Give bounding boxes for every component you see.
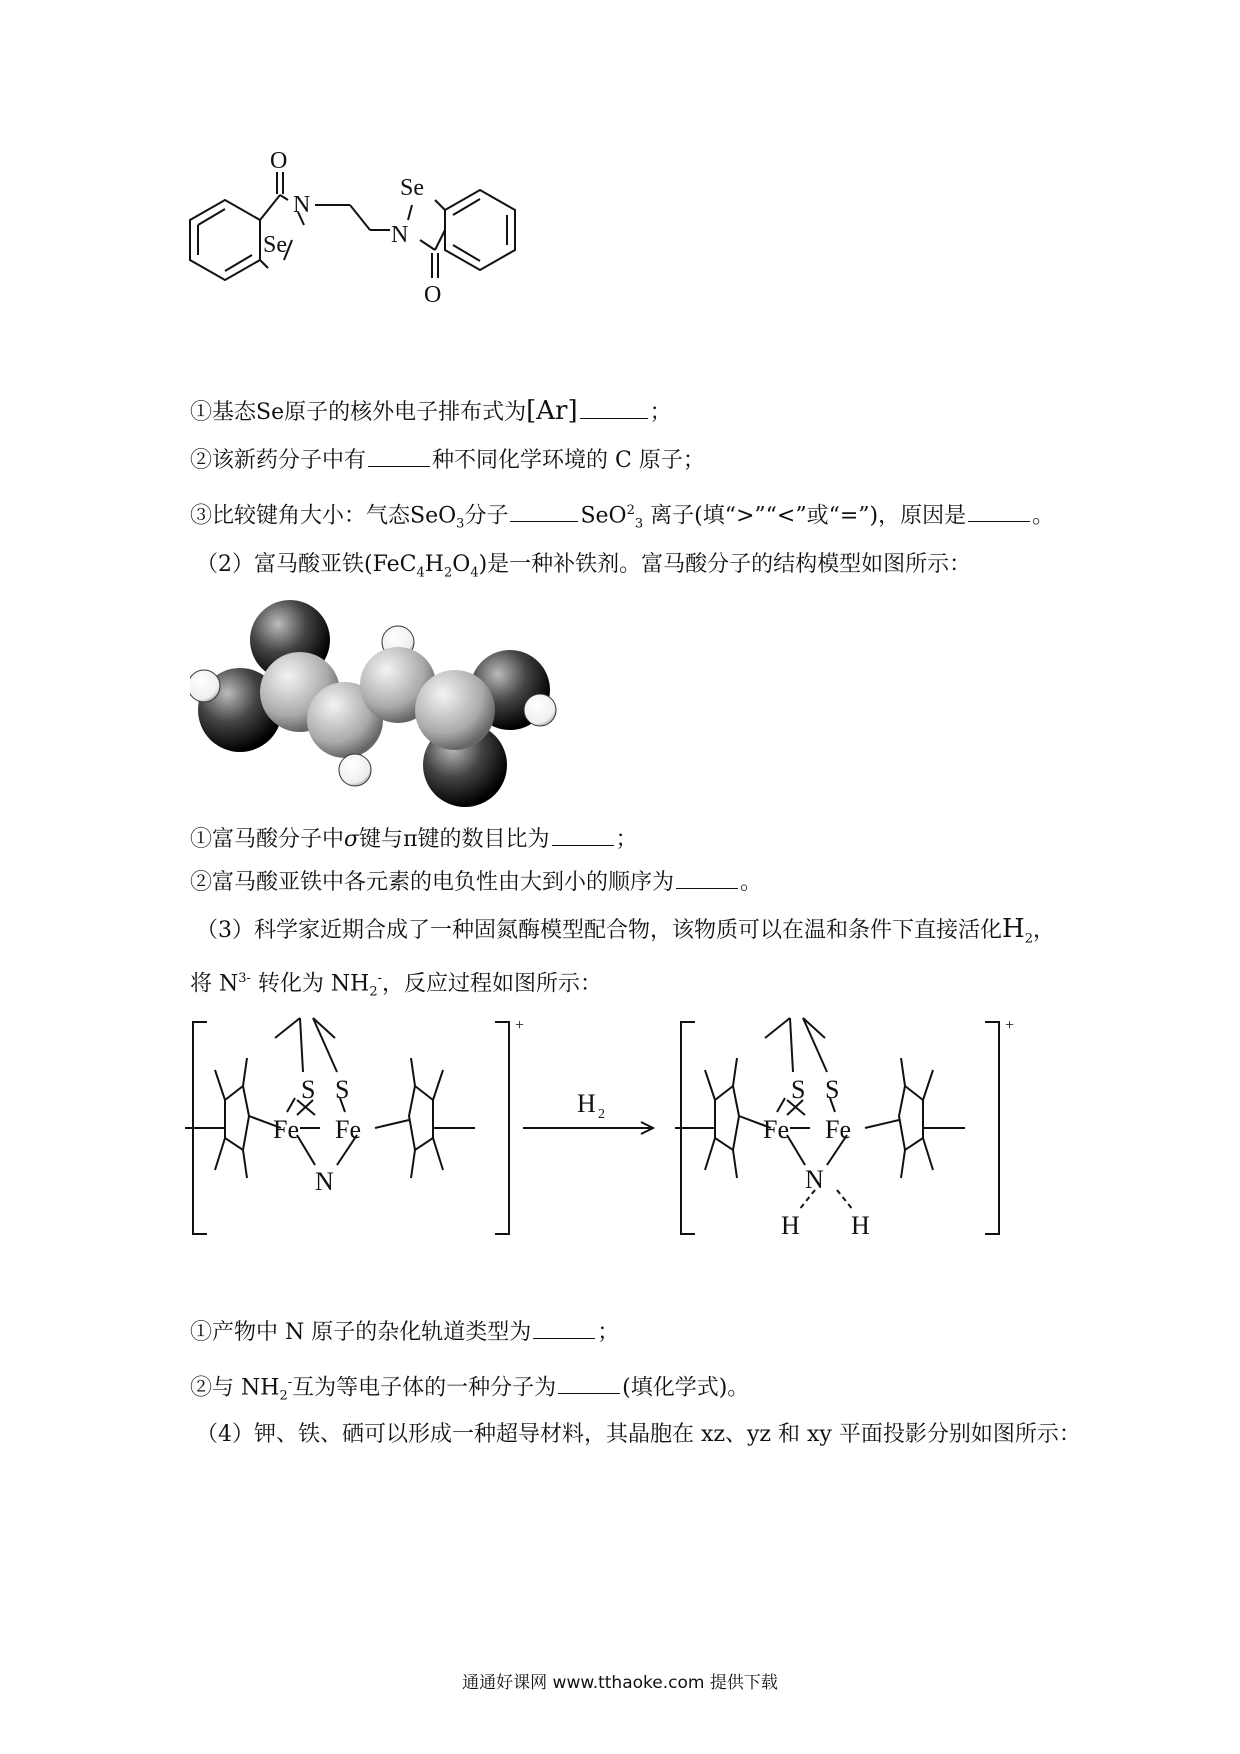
hydrogen-atom: [339, 754, 371, 786]
q1-item3: ③比较键角大小：气态SeO$_3$分子 SeO$^2_3$ 离子(填“>”“<”或“=”)，原因是 。: [190, 503, 1055, 532]
fumaric-acid-model: [190, 590, 570, 820]
atom-o-top: O: [270, 150, 288, 174]
answer-blank[interactable]: [580, 418, 648, 419]
molecule-structure-figure: [180, 150, 600, 340]
arrow-label-h2: H: [577, 1089, 596, 1118]
q3-intro-line1: （3）科学家近期合成了一种固氮酶模型配合物，该物质可以在温和条件下直接活化$H_2$，: [196, 914, 1055, 947]
hydrogen-atom: [190, 670, 220, 702]
atom-fe: Fe: [763, 1115, 789, 1144]
q3-item2: ②与 $NH_2^-$互为等电子体的一种分子为 (填化学式)。: [190, 1375, 750, 1404]
q1-item2: ②该新药分子中有 种不同化学环境的 C 原子；: [190, 448, 705, 473]
atom-se-right: Se: [400, 175, 424, 201]
atom-se-left: Se: [263, 232, 287, 258]
hydrogen-atom: [524, 694, 556, 726]
atom-s: S: [791, 1075, 806, 1104]
atom-fe: Fe: [273, 1115, 299, 1144]
carbon-atom: [415, 670, 495, 750]
q2-item1: ①富马酸分子中σ键与π键的数目比为 ；: [190, 827, 638, 852]
atom-s: S: [825, 1075, 840, 1104]
atom-n: N: [805, 1165, 824, 1194]
atom-n-left: N: [293, 192, 311, 218]
atom-s: S: [301, 1075, 316, 1104]
charge-plus: +: [515, 1017, 525, 1034]
q3-intro-line2: 将 $N^{3-}$ 转化为 $NH_2^-$，反应过程如图所示：: [190, 971, 603, 1000]
atom-fe: Fe: [825, 1115, 851, 1144]
q3-item1: ①产物中 N 原子的杂化轨道类型为 ；: [190, 1320, 620, 1345]
atom-n: N: [315, 1167, 334, 1196]
answer-blank[interactable]: [552, 845, 614, 846]
answer-blank[interactable]: [533, 1338, 595, 1339]
atom-o-bottom: O: [424, 282, 442, 308]
answer-blank[interactable]: [558, 1393, 620, 1394]
atom-n-right: N: [391, 222, 409, 248]
reactant-complex: [185, 1018, 475, 1178]
answer-blank[interactable]: [968, 521, 1030, 522]
answer-blank[interactable]: [676, 888, 738, 889]
charge-plus: +: [1005, 1017, 1015, 1034]
q2-item2: ②富马酸亚铁中各元素的电负性由大到小的顺序为 。: [190, 870, 763, 895]
atom-fe: Fe: [335, 1115, 361, 1144]
atom-h: H: [781, 1211, 800, 1240]
atom-h: H: [851, 1211, 870, 1240]
answer-blank[interactable]: [510, 521, 578, 522]
q1-item1: ①基态Se原子的核外电子排布式为[Ar] ；: [190, 396, 672, 426]
q2-intro: （2）富马酸亚铁$(FeC_4H_2O_4)$是一种补铁剂。富马酸分子的结构模型如图所示：: [196, 552, 972, 581]
atom-s: S: [335, 1075, 350, 1104]
q4-intro: （4）钾、铁、硒可以形成一种超导材料，其晶胞在 xz、yz 和 xy 平面投影分别如图所示：: [196, 1422, 1081, 1447]
page-footer: 通通好课网 www.tthaoke.com 提供下载: [462, 1673, 778, 1693]
reaction-scheme-figure: [185, 1010, 1035, 1270]
answer-blank[interactable]: [368, 466, 430, 467]
svg-text:2: 2: [598, 1107, 605, 1122]
